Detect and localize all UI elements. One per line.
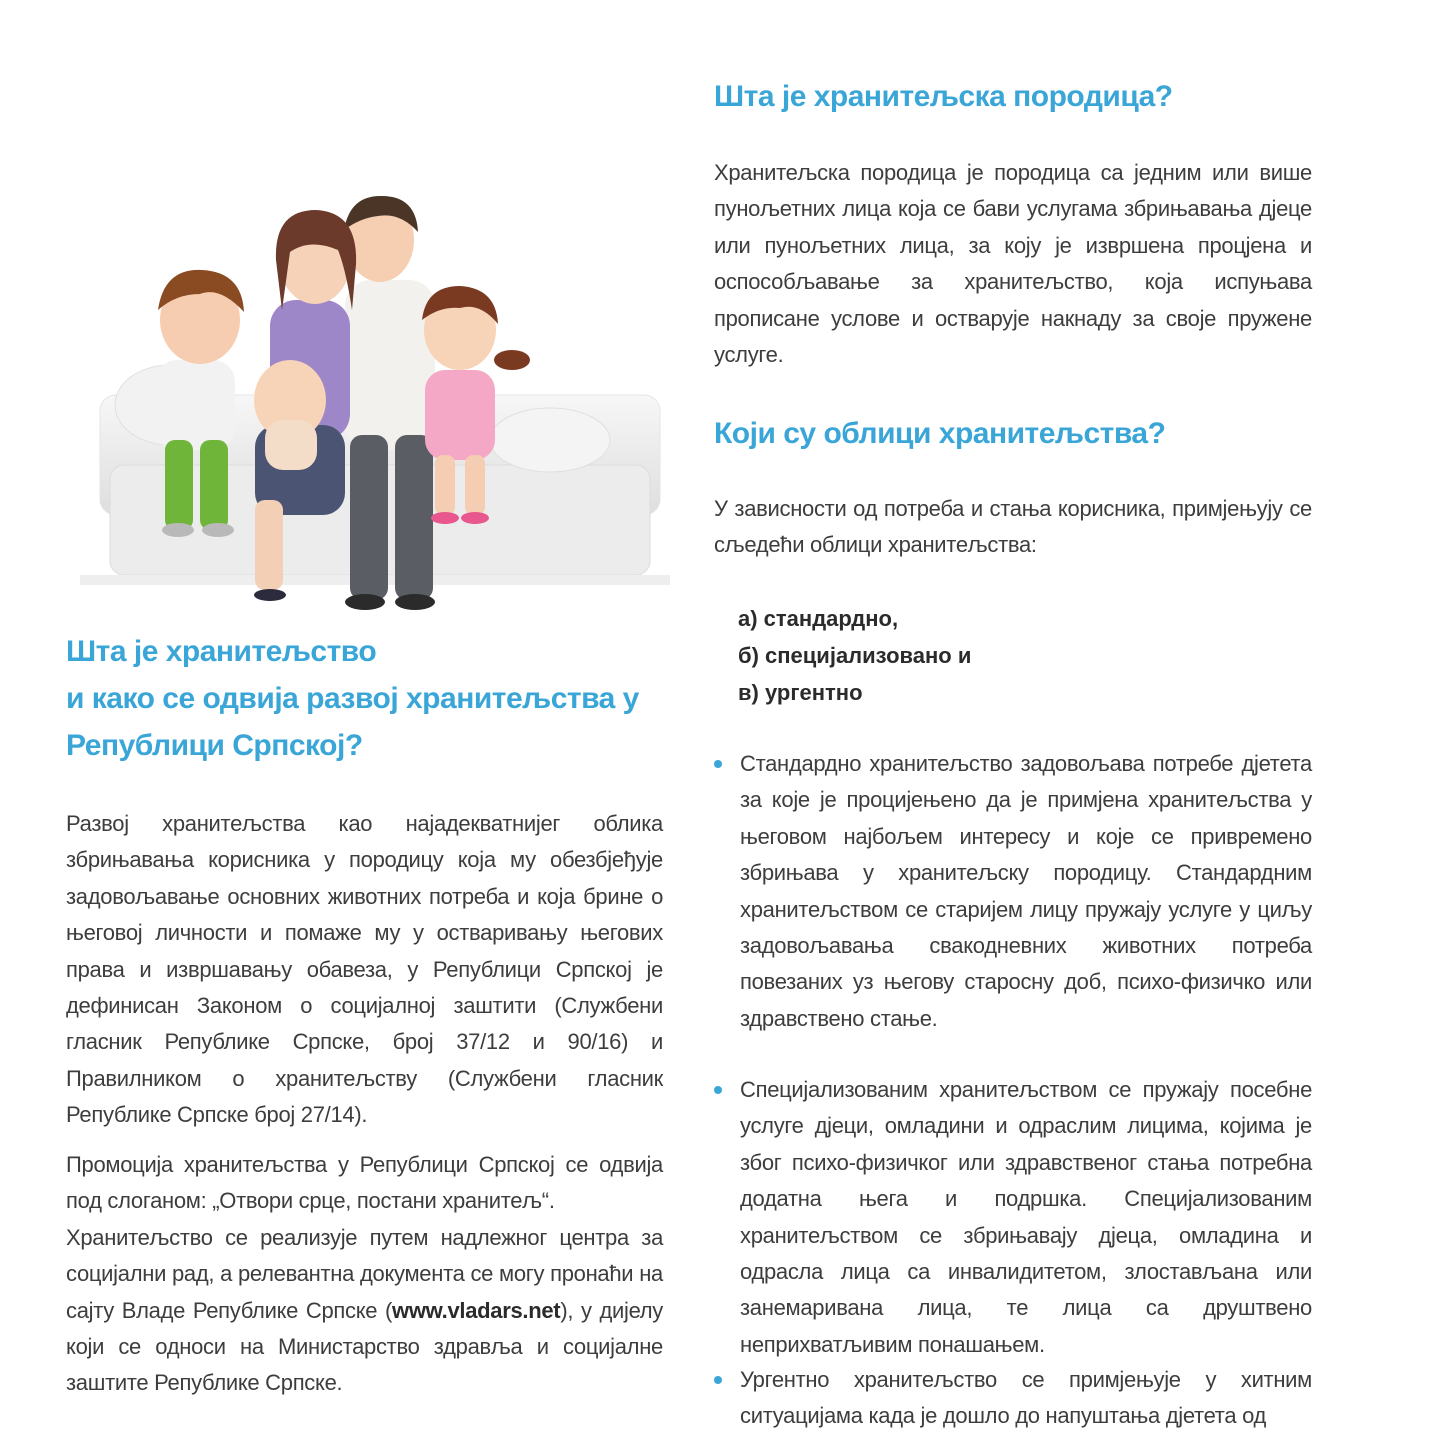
paragraph-text <box>66 1220 663 1402</box>
paragraph-text: Развој хранитељства као најадекватнијег облика збрињавања корисника у породицу која му обезбјеђује задовољавање основних животних потреба и која брине о његовој личности и помаже му у остваривању његових права и извршавању обавеза, у Републици Српској је дефинисан Законом о социјалној заштити (Службени гласник Републике Српске, број 37/12 и 90/16) и Правилником о хранитељству (Службени гласник Републике Српске број 27/14). <box>66 811 663 1128</box>
list-item: в) ургентно <box>738 680 863 705</box>
list-item: б) специјализовано и <box>738 643 972 668</box>
heading-line: Шта је хранитељство <box>66 635 377 668</box>
bullet-text: Стандардно хранитељство задовољава потребе дјетета за које је процијењено да је примјена хранитељства у његовом најбољем интересу и које се привремено збрињава у хранитељску породицу. Стандардним хранитељством се старијем лицу пружају услуге у циљу задовољавања свакодневних животних потреба повезаних уз његову старосну доб, психо-физичко или здравствено стање. <box>740 751 1312 1031</box>
list-item: а) стандардно, <box>738 606 899 631</box>
paragraph-text: Хранитељство се реализује путем надлежног центра за социјални рад, а релевантна документа се могу пронаћи на сајту Владе Републике Српске ( <box>66 1224 663 1323</box>
bullet-urgent <box>714 1362 1312 1435</box>
paragraph-text: Промоција хранитељства у Републици Српској се одвија под слоганом: „Отвори срце, постани хранитељ“. <box>66 1152 663 1214</box>
left-paragraph-2 <box>66 1147 663 1402</box>
heading-line: Републици Српској? <box>66 729 363 762</box>
heading-line: и како се одвија развој хранитељства у <box>66 682 639 715</box>
bullet-dot-icon <box>714 1376 722 1384</box>
bullet-specialized <box>714 1072 1312 1363</box>
foster-forms-paragraph <box>714 491 1312 564</box>
paragraph-text: Хранитељска породица је породица са једним или више пунољетних лица која се бави услугама збрињавања дјеце или пунољетних лица, за коју је извршена процјена и оспособљавање за хранитељство, која испуњава прописане услове и остварује накнаду за своје пружене услуге. <box>714 160 1312 368</box>
bullet-standard <box>714 746 1312 1037</box>
left-paragraph-1 <box>66 806 663 1134</box>
foster-family-paragraph <box>714 155 1312 373</box>
left-section-heading <box>66 628 666 769</box>
bullet-text: Специјализованим хранитељством се пружају посебне услуге дјеци, омладини и одраслим лицима, којима је због психо-физичког или здравственог стања потребна додатна њега и подршка. Специјализованим хранитељством се збрињавају дјеца, омладина и одрасла лица са инвалидитетом, злостављана или занемаривана лица, те лица са друштвено неприхватљивим понашањем. <box>740 1077 1312 1357</box>
pillow-right <box>490 408 610 472</box>
bullet-text: Ургентно хранитељство се примјењује у хитним ситуацијама када је дошло до напуштања дјетета од <box>740 1367 1312 1429</box>
website-link[interactable]: www.vladars.net <box>392 1297 561 1323</box>
bullet-dot-icon <box>714 760 722 768</box>
paragraph-text: У зависности од потреба и стања корисника, примјењују се сљедећи облици хранитељства: <box>714 496 1312 558</box>
family-illustration <box>60 190 670 620</box>
foster-family-heading: Шта је хранитељска породица? <box>714 80 1173 113</box>
paragraph-text: ), у дијелу који се односи на Министарство здравља и социјалне заштите Републике Српске. <box>66 1297 664 1396</box>
bullet-dot-icon <box>714 1086 722 1094</box>
foster-forms-heading: Који су облици хранитељства? <box>714 417 1166 450</box>
forms-list <box>738 600 971 711</box>
